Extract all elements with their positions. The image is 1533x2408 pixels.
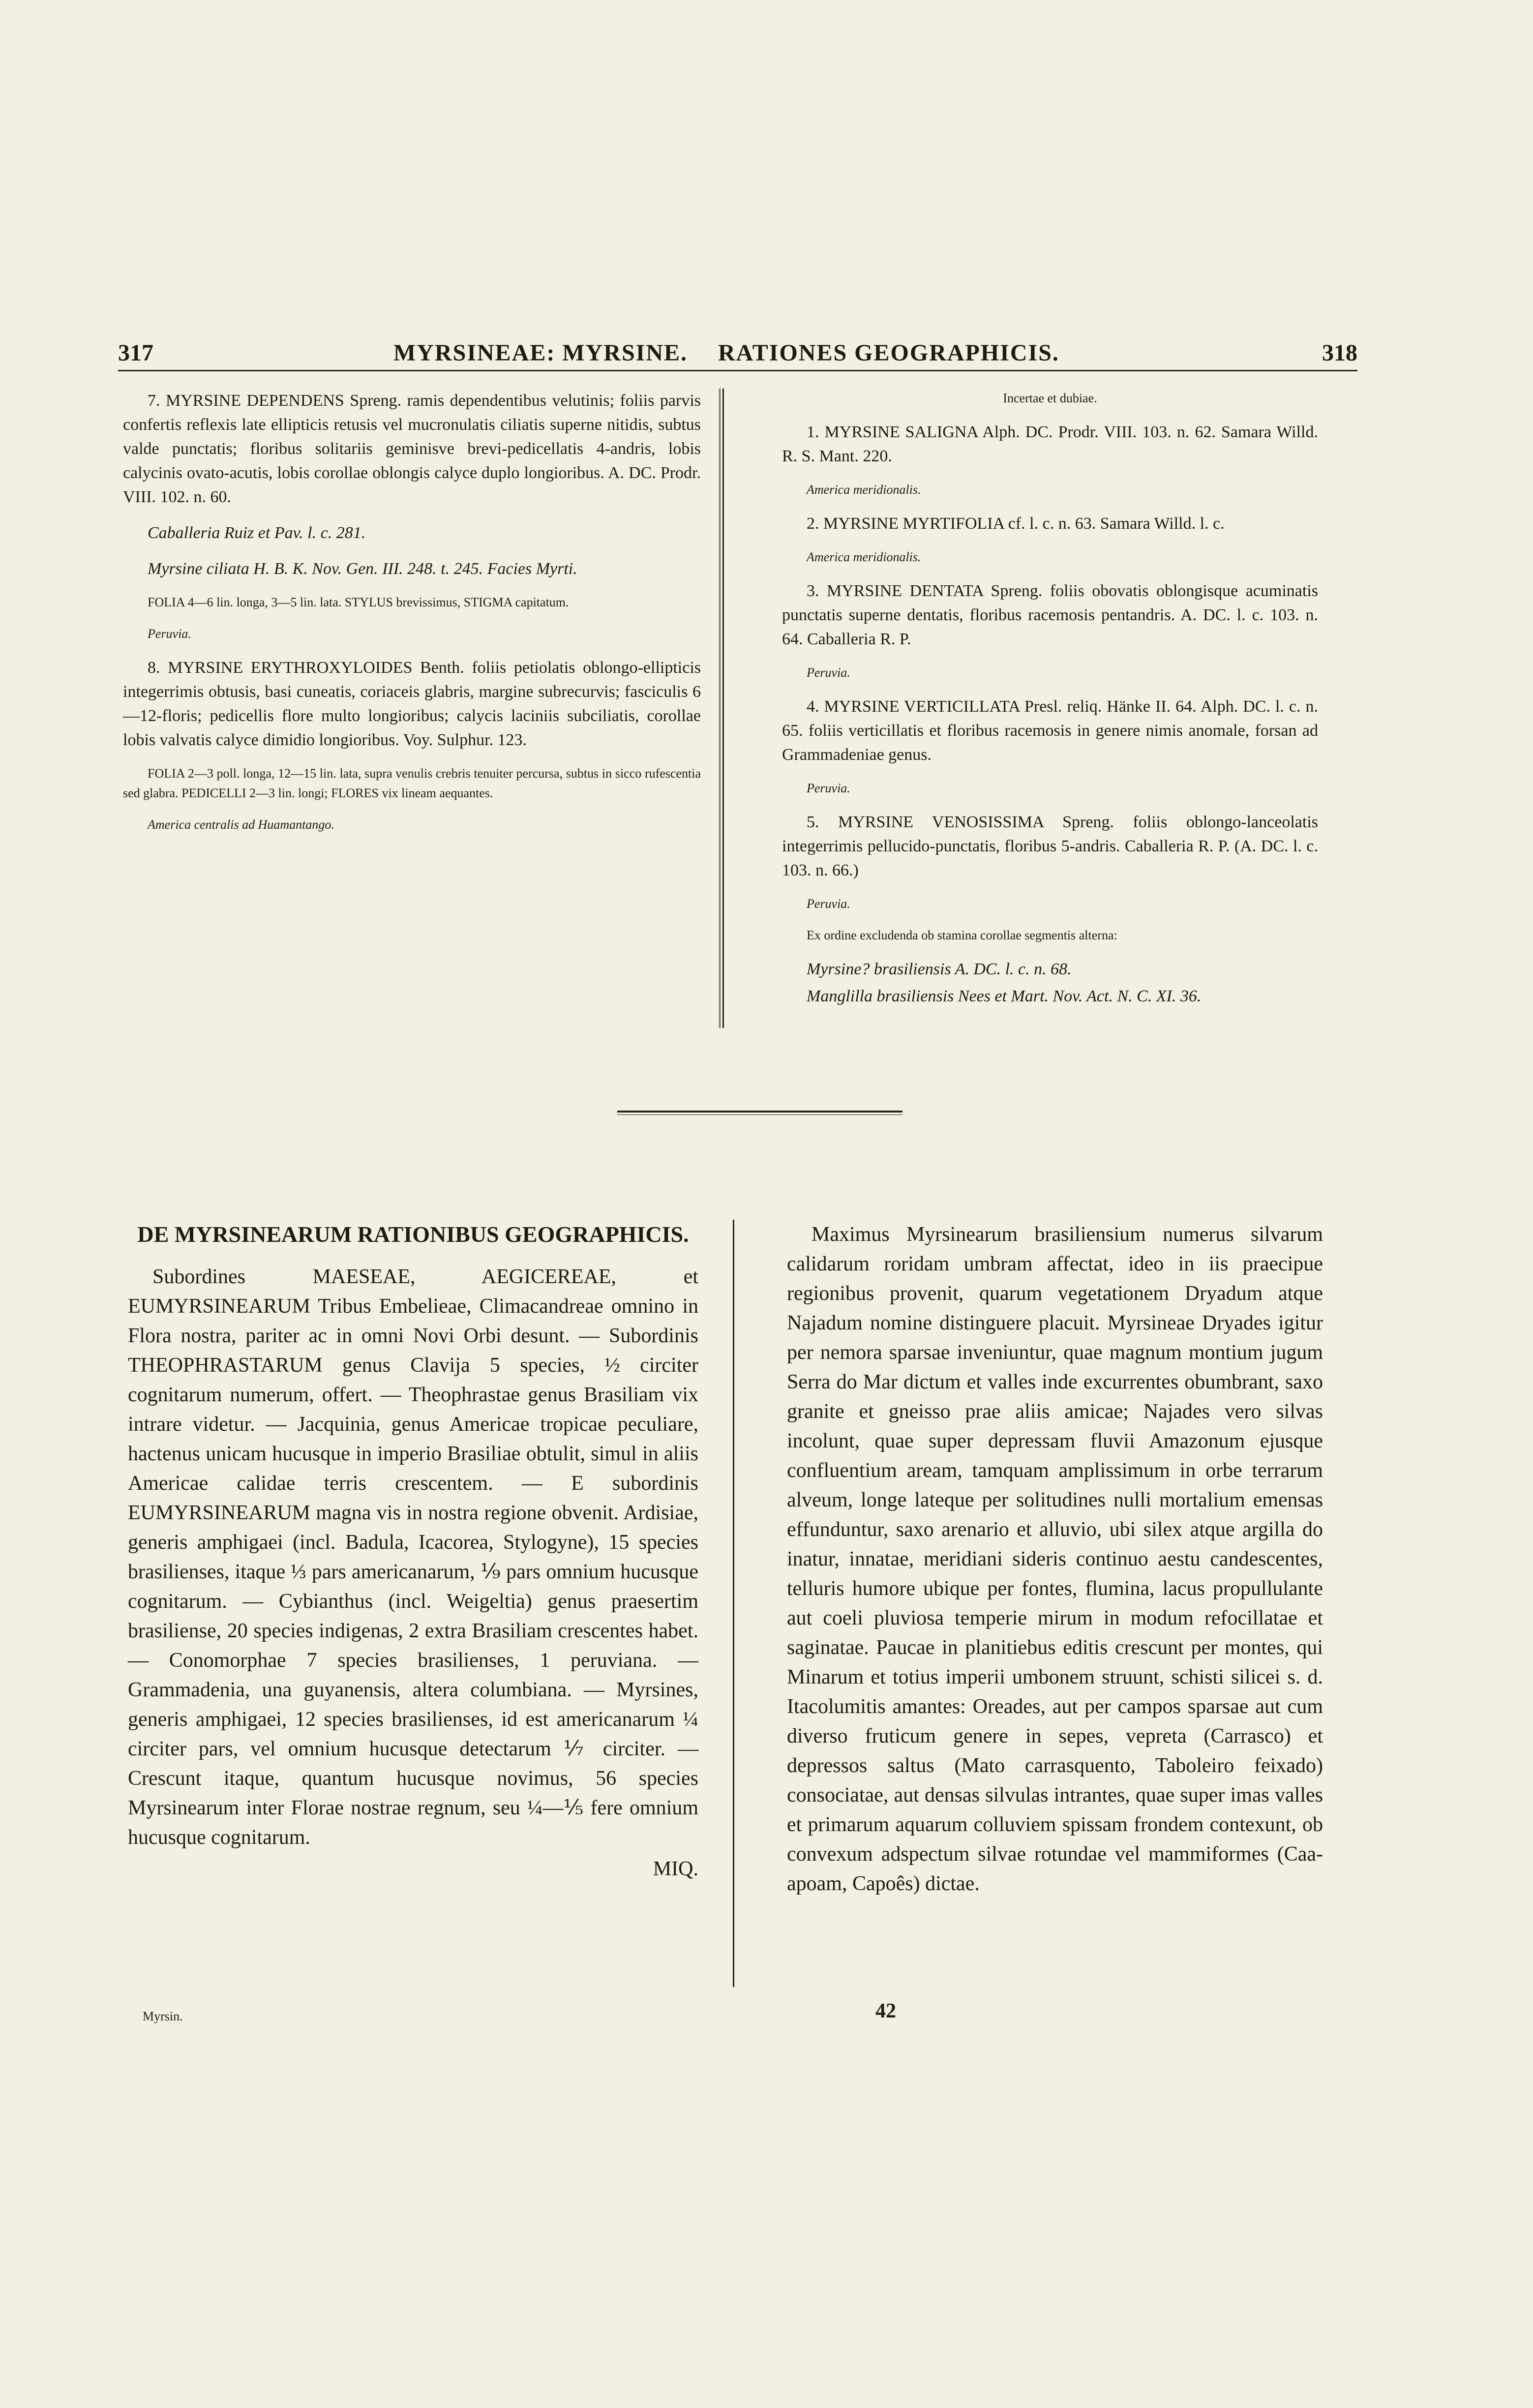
page-number-left: 317 xyxy=(118,340,153,366)
locality-7: Peruvia. xyxy=(148,627,191,641)
dubia-2: 2. MYRSINE MYRTIFOLIA cf. l. c. n. 63. Samara Willd. l. c. xyxy=(807,514,1225,533)
header-rule xyxy=(118,370,1357,371)
excluded-1: Myrsine? brasiliensis A. DC. l. c. n. 68. xyxy=(807,960,1072,978)
dubia-5-locality: Peruvia. xyxy=(807,897,850,911)
exclusion-note: Ex ordine excludenda ob stamina corollae segmentis alterna: xyxy=(807,928,1117,942)
author-signature: MIQ. xyxy=(653,1858,698,1880)
entry-7: 7. MYRSINE DEPENDENS Spreng. ramis dependentibus velutinis; foliis parvis confertis reflexis late ellipticis retusis vel mucronulatis ciliatis superne nitidis, subtus valde punctatis; floribus solitariis geminisve brevi-pedicellatis 4-andris, lobis calycinis ovato-acutis, lobis corollae oblongis calyce duplo longioribus. A. DC. Prodr. VIII. 102. n. 60. xyxy=(123,391,701,506)
geography-paragraph-left: Subordines MAESEAE, AEGICEREAE, et EUMYRSINEARUM Tribus Embelieae, Climacandreae omnino in Flora nostra, pariter ac in omni Novi Orbi desunt. — Subordinis THEOPHRASTARUM genus Clavija 5 species, ½ circiter cognitarum numerum, offert. — Theophrastae genus Brasiliam vix intrare videtur. — Jacquinia, genus Americae tropicae peculiare, hactenus unicam hucusque in imperio Brasiliae obtulit, simul in aliis Americae calidae terris crescentem. — E subordinis EUMYRSINEARUM magna vis in nostra regione obvenit. Ardisiae, generis amphigaei (incl. Badula, Icacorea, Stylogyne), 15 species brasilienses, itaque ⅓ pars americanarum, ⅑ pars omnium hucusque cognitarum. — Cybianthus (incl. Weigeltia) genus praesertim brasiliense, 20 species indigenas, 2 extra Brasiliam crescentes habet. — Conomorphae 7 species brasilienses, 1 peruviana. — Grammadenia, una guyanensis, altera columbiana. — Myrsines, generis amphigaei, 12 species brasilienses, id est americanarum ¼ circiter pars, vel omnium hucusque detectarum ⅐ circiter. — Crescunt itaque, quantum hucusque novimus, 56 species Myrsinearum inter Florae nostrae regnum, seu ¼—⅕ fere omnium hucusque cognitarum. xyxy=(128,1265,698,1849)
dubia-3-locality: Peruvia. xyxy=(807,665,850,680)
dubia-5: 5. MYRSINE VENOSISSIMA Spreng. foliis oblongo-lanceolatis integerrimis pellucido-punctatis, floribus 5-andris. Caballeria R. P. (A. DC. l. c. 103. n. 66.) xyxy=(782,813,1318,879)
section-title: DE MYRSINEARUM RATIONIBUS GEOGRAPHICIS. xyxy=(137,1222,689,1247)
section-divider-thin xyxy=(617,1114,902,1115)
dubia-1-locality: America meridionalis. xyxy=(807,482,921,497)
locality-8: America centralis ad Huamantango. xyxy=(148,817,334,832)
column-divider-bottom xyxy=(733,1220,734,1987)
column-divider-top xyxy=(719,389,724,1028)
section-divider xyxy=(617,1111,902,1113)
description-8: FOLIA 2—3 poll. longa, 12—15 lin. lata, supra venulis crebris tenuiter percursa, subtus in sicco rufescentia sed glabra. PEDICELLI 2—3 lin. longi; FLORES vix lineam aequantes. xyxy=(123,766,701,800)
dubia-1: 1. MYRSINE SALIGNA Alph. DC. Prodr. VIII. 103. n. 62. Samara Willd. R. S. Mant. 220. xyxy=(782,423,1318,465)
page-number-bottom: 42 xyxy=(875,2000,896,2022)
left-column-bottom xyxy=(128,1220,698,1884)
header-title-right: RATIONES GEOGRAPHICIS. xyxy=(718,340,1059,366)
synonym-7b: Myrsine ciliata H. B. K. Nov. Gen. III. 248. t. 245. Facies Myrti. xyxy=(148,560,577,578)
synonym-7a: Caballeria Ruiz et Pav. l. c. 281. xyxy=(148,524,366,542)
dubia-4-locality: Peruvia. xyxy=(807,781,850,795)
dubia-4: 4. MYRSINE VERTICILLATA Presl. reliq. Hänke II. 64. Alph. DC. l. c. n. 65. foliis verticillatis et floribus racemosis in genere nimis anomale, forsan ad Grammadeniae genus. xyxy=(782,697,1318,764)
dubia-2-locality: America meridionalis. xyxy=(807,550,921,564)
description-7: FOLIA 4—6 lin. longa, 3—5 lin. lata. STYLUS brevissimus, STIGMA capitatum. xyxy=(148,595,569,609)
entry-8: 8. MYRSINE ERYTHROXYLOIDES Benth. foliis petiolatis oblongo-ellipticis integerrimis obtusis, basi cuneatis, coriaceis glabris, margine subrecurvis; fasciculis 6—12-floris; pedicellis flore multo longioribus; calycis laciniis subciliatis, corollae lobis valvatis calyce dimidio longioribus. Voy. Sulphur. 123. xyxy=(123,659,701,749)
right-column-top xyxy=(782,389,1318,1020)
right-column-bottom xyxy=(787,1220,1323,1910)
page-number-right: 318 xyxy=(1322,340,1357,366)
geography-paragraph-right: Maximus Myrsinearum brasiliensium numerus silvarum calidarum roridam umbram affectat, ideo in iis praecipue regionibus provenit, quarum vegetationem Dryadum atque Najadum nomine distinguere placuit. Myrsineae Dryades igitur per nemora sparsae inveniuntur, quae magnum montium jugum Serra do Mar dictum et valles inde excurrentes obumbrant, saxo granite et gneisso prae aliis amicae; Najades vero silvas incolunt, quae super depressam fluvii Amazonum ejusque confluentium aream, tamquam amplissimum in orbe terrarum alveum, longe lateque per solitudines nulli mortalium emensas effunduntur, saxo arenario et alluvio, ubi silex atque argilla do inatur, innatae, meridiani sideris continuo aestu candescentes, telluris humore ubique per fontes, flumina, lacus propullulante aut coeli pluviosa temperie mirum in modum refocillatae et saginatae. Paucae in planitiebus editis crescunt per montes, qui Minarum et totius imperii umbonem struunt, schisti silicei s. d. Itacolumitis amantes: Oreades, aut per campos sparsae aut cum diverso fruticum genere in sepes, vepreta (Carrasco) et depressos saltus (Mato carrasquento, Taboleiro feixado) consociatae, aut densas silvulas intrantes, quae super imas valles et primarum aquarum colluviem spissam frondem contexunt, ob convexum adspectum silvae rotundae vel mammiformes (Caa-apoam, Capoês) dictae. xyxy=(787,1223,1323,1895)
dubia-3: 3. MYRSINE DENTATA Spreng. foliis obovatis oblongisque acuminatis punctatis superne dentatis, floribus racemosis pentandris. A. DC. l. c. 103. n. 64. Caballeria R. P. xyxy=(782,582,1318,648)
dubiae-heading: Incertae et dubiae. xyxy=(1003,391,1097,405)
left-column-top xyxy=(123,389,701,846)
header-title-left: MYRSINEAE: MYRSINE. xyxy=(393,340,688,366)
running-header xyxy=(118,339,1357,384)
sheet-signature: Myrsin. xyxy=(143,2009,183,2023)
excluded-2: Manglilla brasiliensis Nees et Mart. Nov. Act. N. C. XI. 36. xyxy=(807,987,1202,1005)
